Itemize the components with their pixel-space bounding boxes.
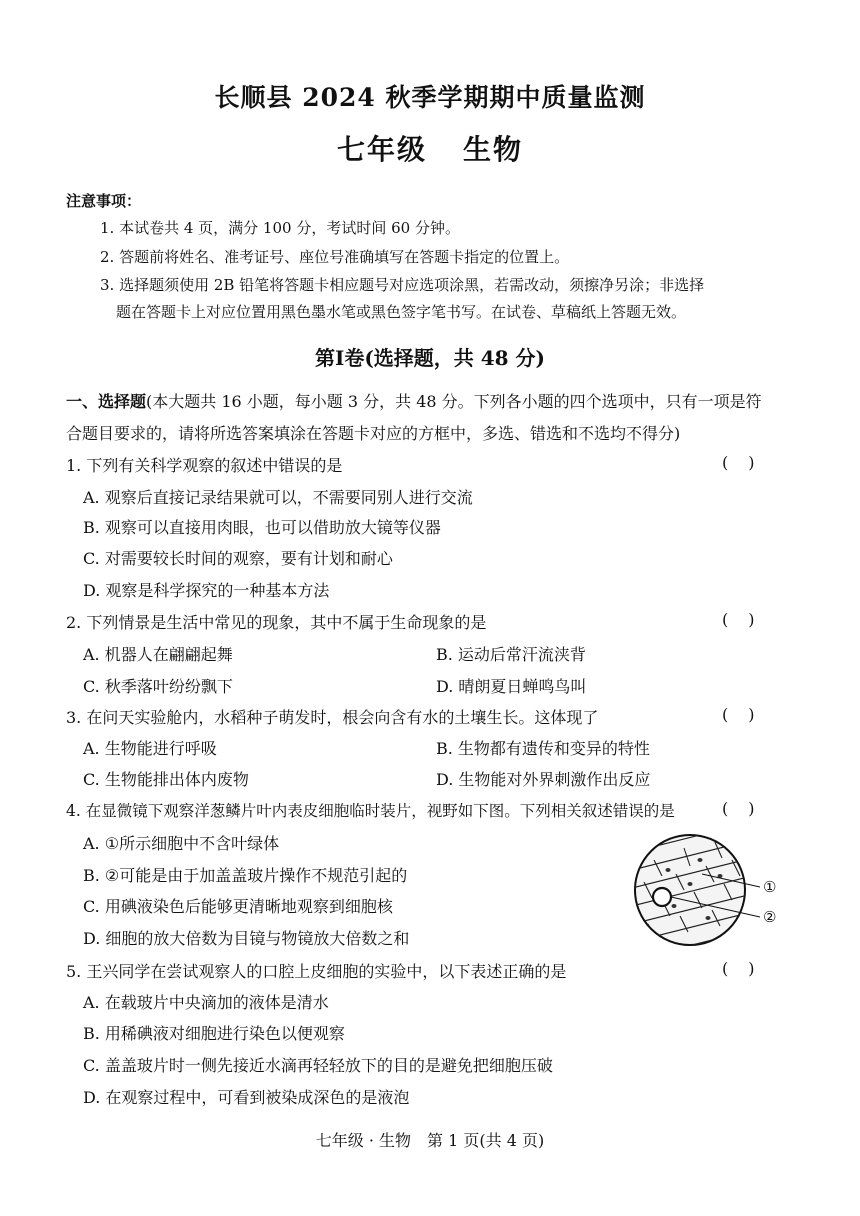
notice-item: 2. 答题前将姓名、准考证号、座位号准确填写在答题卡指定的位置上。 (100, 248, 570, 266)
question-option: A. 观察后直接记录结果就可以，不需要同别人进行交流 (83, 488, 473, 507)
answer-paren: () (722, 610, 775, 629)
notice-item: 题在答题卡上对应位置用黑色墨水笔或黑色签字笔书写。在试卷、草稿纸上答题无效。 (116, 303, 687, 321)
part-desc-line2: 合题目要求的，请将所选答案填涂在答题卡对应的方框中，多选、错选和不选均不得分) (66, 424, 681, 443)
microscope-field-figure (632, 830, 782, 950)
section-title: 第Ⅰ卷(选择题，共 48 分) (314, 346, 546, 370)
exam-title: 长顺县 2024 秋季学期期中质量监测 (214, 83, 646, 112)
grade-label: 七年级 (336, 133, 427, 166)
notice-heading: 注意事项： (66, 192, 142, 210)
answer-paren: () (722, 799, 775, 818)
question-option: D. 晴朗夏日蝉鸣鸟叫 (436, 677, 587, 696)
question-option: D. 生物能对外界刺激作出反应 (436, 770, 651, 789)
question-option: C. 盖盖玻片时一侧先接近水滴再轻轻放下的目的是避免把细胞压破 (83, 1056, 553, 1075)
question-option: A. 生物能进行呼吸 (83, 739, 217, 758)
question-option: B. 生物都有遗传和变异的特性 (436, 739, 650, 758)
air-bubble (653, 888, 671, 906)
question-option: A. 机器人在翩翩起舞 (83, 645, 233, 664)
question-option: B. 运动后常汗流浃背 (436, 645, 586, 664)
figure-label-1: ① (763, 878, 777, 896)
question-option: B. 观察可以直接用肉眼，也可以借助放大镜等仪器 (83, 518, 441, 537)
question-option: C. 秋季落叶纷纷飘下 (83, 677, 233, 696)
question-option: A. ①所示细胞中不含叶绿体 (83, 834, 280, 853)
question-stem: 2. 下列情景是生活中常见的现象，其中不属于生命现象的是 (66, 613, 487, 632)
question-stem: 3. 在问天实验舱内，水稻种子萌发时，根会向含有水的土壤生长。这体现了 (66, 708, 599, 727)
onion-cell-diagram (632, 830, 782, 950)
answer-paren: () (722, 705, 775, 724)
notice-item: 3. 选择题须使用 2B 铅笔将答题卡相应题号对应选项涂黑，若需改动，须擦净另涂；非选择 (100, 276, 705, 294)
subject-label: 生物 (463, 133, 524, 166)
question-option: C. 对需要较长时间的观察，要有计划和耐心 (83, 549, 393, 568)
question-option: B. 用稀碘液对细胞进行染色以便观察 (83, 1024, 345, 1043)
question-option: C. 生物能排出体内废物 (83, 770, 249, 789)
part-label: 一、选择题 (66, 392, 147, 411)
part-desc-line1: (本大题共 16 小题，每小题 3 分，共 48 分。下列各小题的四个选项中，只有一项是符 (146, 392, 762, 411)
question-stem: 5. 王兴同学在尝试观察人的口腔上皮细胞的实验中，以下表述正确的是 (66, 962, 567, 981)
question-option: D. 在观察过程中，可看到被染成深色的是液泡 (83, 1088, 410, 1107)
question-option: B. ②可能是由于加盖盖玻片操作不规范引起的 (83, 866, 408, 885)
question-option: C. 用碘液染色后能够更清晰地观察到细胞核 (83, 897, 393, 916)
question-option: D. 细胞的放大倍数为目镜与物镜放大倍数之和 (83, 929, 410, 948)
question-stem: 4. 在显微镜下观察洋葱鳞片叶内表皮细胞临时装片，视野如下图。下列相关叙述错误的是 (66, 802, 675, 820)
question-option: D. 观察是科学探究的一种基本方法 (83, 581, 330, 600)
question-option: A. 在载玻片中央滴加的液体是清水 (83, 993, 329, 1012)
question-stem: 1. 下列有关科学观察的叙述中错误的是 (66, 456, 343, 475)
figure-label-2: ② (763, 908, 777, 926)
exam-subtitle (0, 128, 860, 168)
answer-paren: () (722, 453, 775, 472)
page-footer: 七年级 · 生物 第 1 页(共 4 页) (315, 1131, 545, 1150)
notice-item: 1. 本试卷共 4 页，满分 100 分，考试时间 60 分钟。 (100, 219, 460, 237)
answer-paren: () (722, 959, 775, 978)
part-description (66, 389, 762, 412)
